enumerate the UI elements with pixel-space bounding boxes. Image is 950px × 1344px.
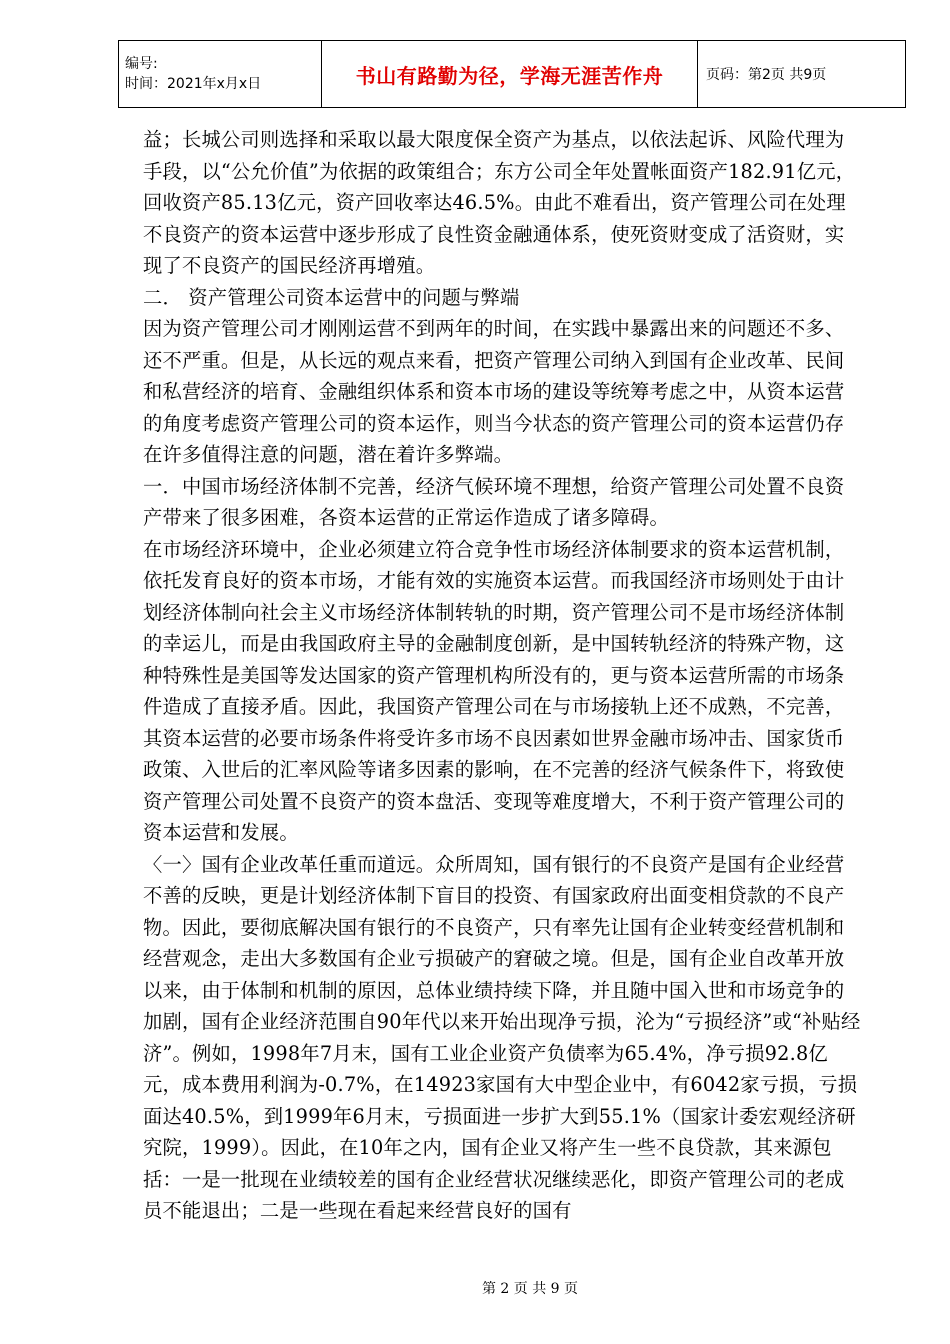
header-motto: 书山有路勤为径，学海无涯苦作舟 xyxy=(322,41,698,108)
paragraph: 〈一〉国有企业改革任重而道远。众所周知，国有银行的不良资产是国有企业经营不善的反映，更是计划经济体制下盲目的投资、有国家政府出面变相贷款的不良产物。因此，要彻底解决国有银行的不良资产，只有率先让国有企业转变经营机制和经营观念，走出大多数国有企业亏损破产的窘破之境。但是，国有企业自改革开放以来，由于体制和机制的原因，总体业绩持续下降，并且随中国入世和市场竞争的加剧，国有企业经济范围自90年代以来开始出现净亏损，沦为“亏损经济”或“补贴经济”。例如，1998年7月末，国有工业企业资产负债率为65.4%，净亏损92.8亿元，成本费用利润为-0.7%，在14923家国有大中型企业中，有6042家亏损，亏损面达40.5%，到1999年6月末，亏损面进一步扩大到55.1%（国家计委宏观经济研究院，1999）。因此，在10年之内，国有企业又将产生一些不良贷款，其来源包括：一是一批现在业绩较差的国有企业经营状况继续恶化，即资产管理公司的老成员不能退出；二是一些现在看起来经营良好的国有 xyxy=(143,852,861,1222)
serial-number-label: 编号: xyxy=(125,56,158,72)
page-footer: 第 2 页 共 9 页 xyxy=(481,1281,579,1297)
date-label: 时间：2021年x月x日 xyxy=(125,76,262,92)
paragraph: 在市场经济环境中，企业必须建立符合竞争性市场经济体制要求的资本运营机制，依托发育良好的资本市场，才能有效的实施资本运营。而我国经济市场则处于由计划经济体制向社会主义市场经济体制转轨的时期，资产管理公司不是市场经济体制的幸运儿，而是由我国政府主导的金融制度创新，是中国转轨经济的特殊产物，这种特殊性是美国等发达国家的资产管理机构所没有的，更与资本运营所需的市场条件造成了直接矛盾。因此，我国资产管理公司在与市场接轨上还不成熟，不完善，其资本运营的必要市场条件将受许多市场不良因素如世界金融市场冲击、国家货币政策、入世后的汇率风险等诸多因素的影响，在不完善的经济气候条件下，将致使资产管理公司处置不良资产的资本盘活、变现等难度增大，不利于资产管理公司的资本运营和发展。 xyxy=(143,537,845,844)
header-page-info: 页码：第2页 共9页 xyxy=(698,41,906,108)
paragraph: 益；长城公司则选择和采取以最大限度保全资产为基点，以依法起诉、风险代理为手段，以“公允价值”为依据的政策组合；东方公司全年处置帐面资产182.91亿元，回收资产85.13亿元，资产回收率达46.5%。由此不难看出，资产管理公司在处理不良资产的资本运营中逐步形成了良性资金融通体系，使死资财变成了活资财，实现了不良资产的国民经济再增殖。 xyxy=(143,128,856,277)
document-body xyxy=(143,124,863,1227)
header-meta-cell xyxy=(119,41,322,108)
document-header xyxy=(118,40,906,108)
subsection-heading: 一．中国市场经济体制不完善，经济气候环境不理想，给资产管理公司处置不良资产带来了很多困难，各资本运营的正常运作造成了诸多障碍。 xyxy=(143,474,845,529)
paragraph: 因为资产管理公司才刚刚运营不到两年的时间，在实践中暴露出来的问题还不多、还不严重。但是，从长远的观点来看，把资产管理公司纳入到国有企业改革、民间和私营经济的培育、金融组织体系和资本市场的建设等统筹考虑之中，从资本运营的角度考虑资产管理公司的资本运作，则当今状态的资产管理公司的资本运营仍存在许多值得注意的问题，潜在着许多弊端。 xyxy=(143,317,845,466)
section-heading: 二． 资产管理公司资本运营中的问题与弊端 xyxy=(143,285,520,309)
